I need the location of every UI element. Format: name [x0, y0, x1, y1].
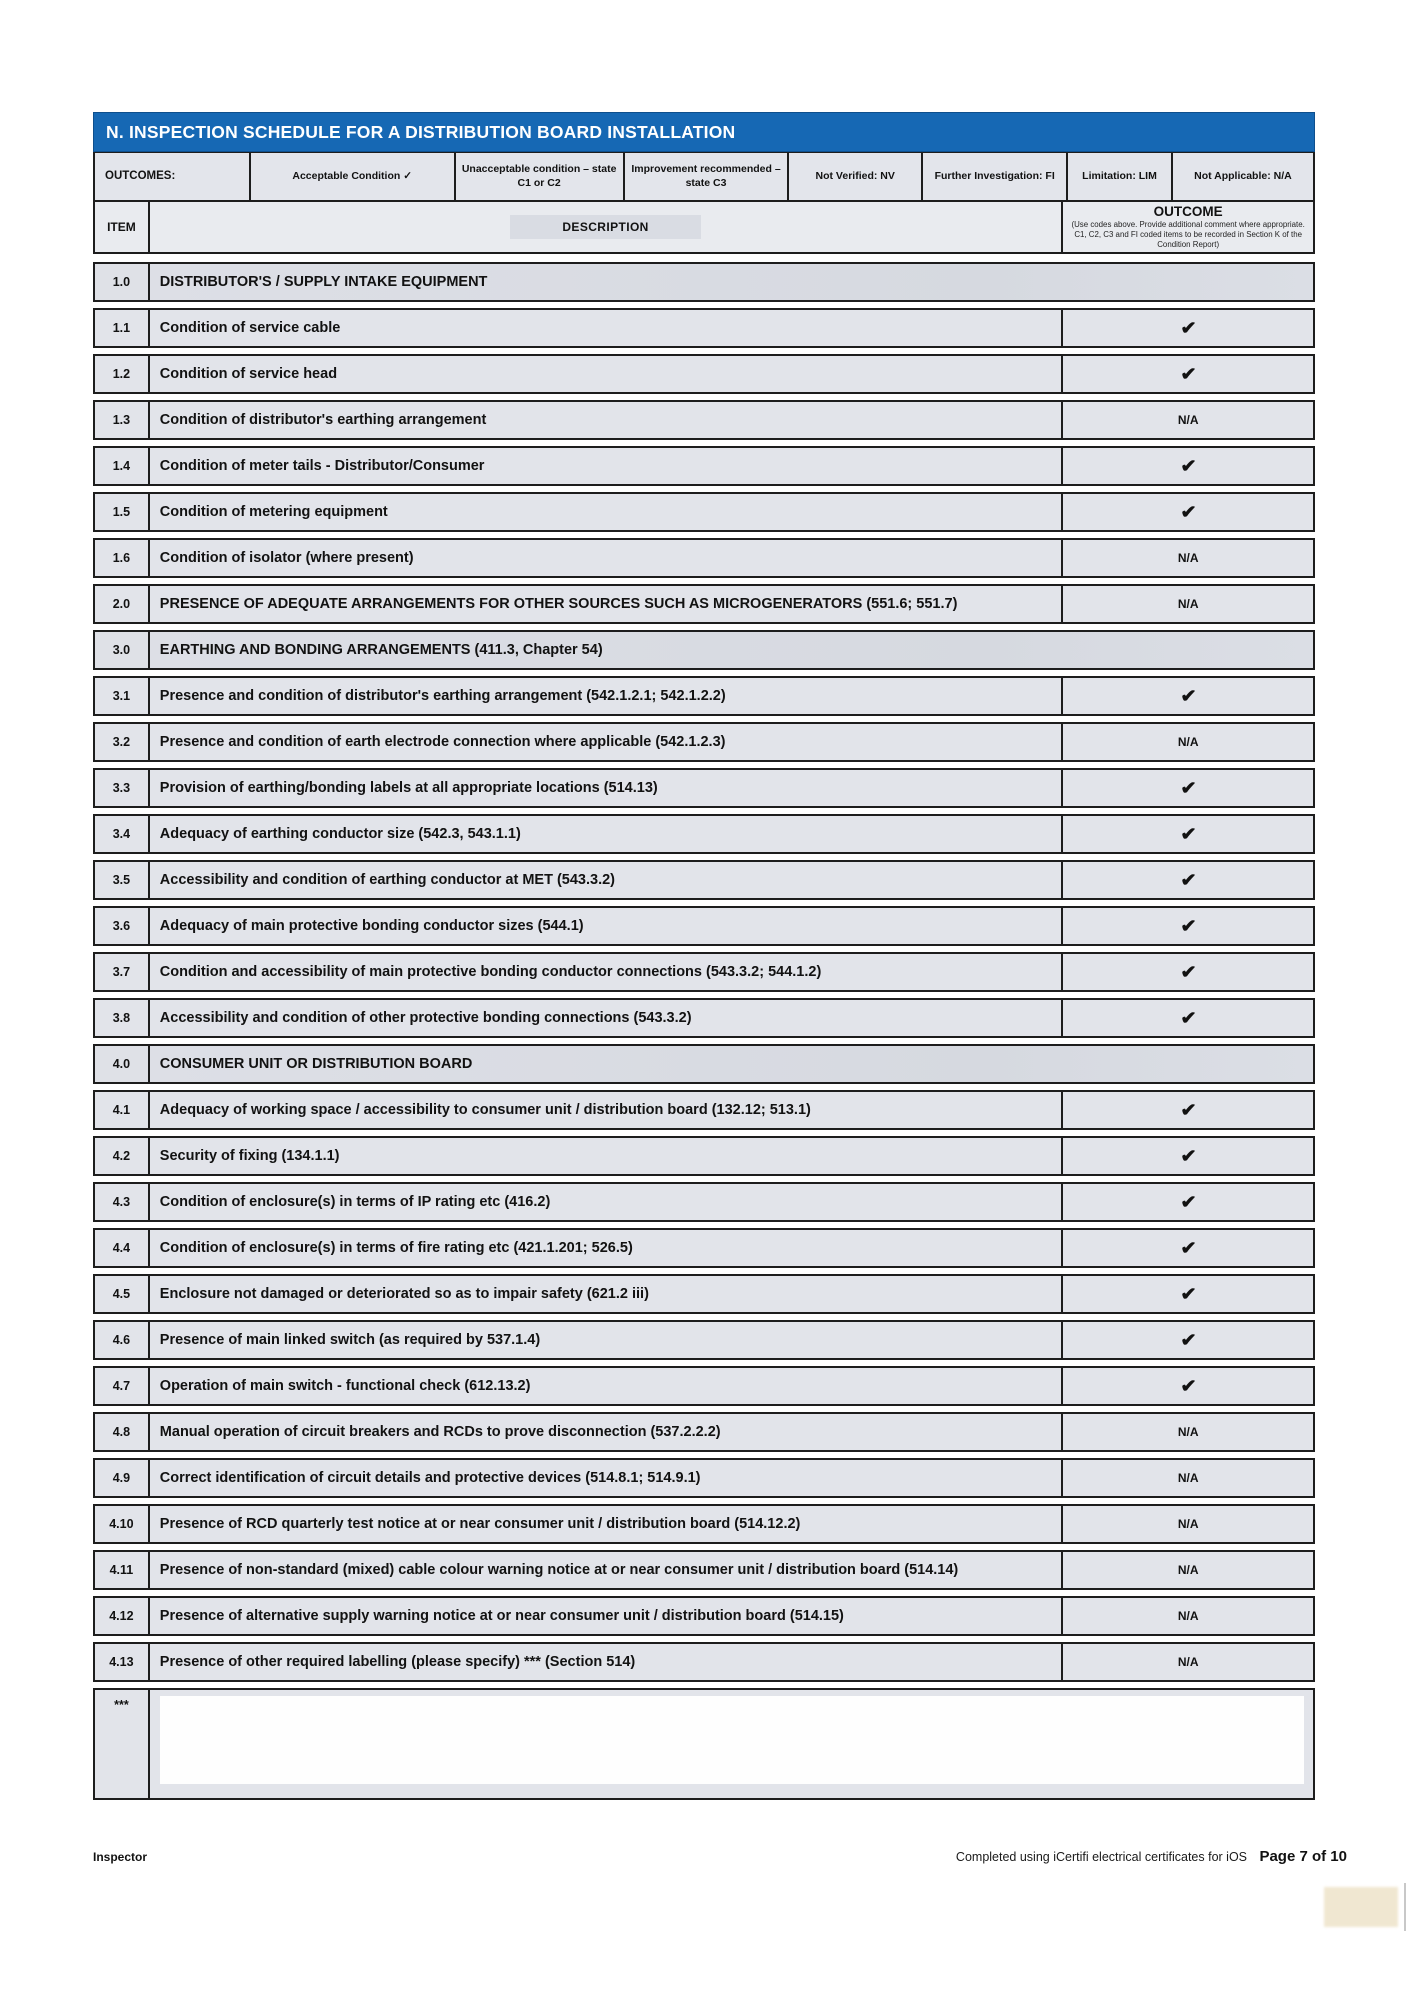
- row-item-number: 1.3: [95, 402, 150, 438]
- row-description: Manual operation of circuit breakers and RCDs to prove disconnection (537.2.2.2): [150, 1414, 1064, 1450]
- checkmark-icon: ✔: [1180, 1237, 1197, 1258]
- row-item-number: 4.9: [95, 1460, 150, 1496]
- table-row: [93, 1182, 1315, 1222]
- row-item-number: 1.1: [95, 310, 150, 346]
- row-outcome: [1063, 816, 1313, 852]
- table-row: [93, 722, 1315, 762]
- table-row: [93, 1228, 1315, 1268]
- row-item-number: 4.12: [95, 1598, 150, 1634]
- row-item-number: 3.2: [95, 724, 150, 760]
- checkmark-icon: ✔: [1180, 363, 1197, 384]
- row-description: Presence of alternative supply warning notice at or near consumer unit / distribution board (514.15): [150, 1598, 1064, 1634]
- table-row: [93, 1642, 1315, 1682]
- row-outcome: [1063, 908, 1313, 944]
- row-item-number: 4.13: [95, 1644, 150, 1680]
- row-description: EARTHING AND BONDING ARRANGEMENTS (411.3, Chapter 54): [150, 632, 1313, 668]
- row-description: Condition of isolator (where present): [150, 540, 1064, 576]
- inspection-rows: [93, 262, 1315, 1800]
- row-item-number: 3.3: [95, 770, 150, 806]
- checkmark-icon: ✔: [1180, 869, 1197, 890]
- column-header-description: [150, 202, 1064, 252]
- table-row: [93, 998, 1315, 1038]
- row-outcome: N/A: [1177, 551, 1199, 565]
- row-outcome: N/A: [1177, 735, 1199, 749]
- row-outcome: N/A: [1177, 1563, 1199, 1577]
- row-description: Accessibility and condition of earthing conductor at MET (543.3.2): [150, 862, 1064, 898]
- legend-unacceptable: Unacceptable condition – state C1 or C2: [456, 153, 625, 200]
- row-outcome: [1063, 1230, 1313, 1266]
- row-description: Adequacy of earthing conductor size (542.3, 543.1.1): [150, 816, 1064, 852]
- row-description: Condition of service head: [150, 356, 1064, 392]
- row-outcome: [1063, 1092, 1313, 1128]
- row-item-number: 4.3: [95, 1184, 150, 1220]
- table-row: [93, 1458, 1315, 1498]
- row-outcome: [1063, 954, 1313, 990]
- notes-blank-field: [160, 1696, 1304, 1784]
- checkmark-icon: ✔: [1180, 823, 1197, 844]
- row-outcome: [1063, 770, 1313, 806]
- checkmark-icon: ✔: [1180, 1283, 1197, 1304]
- table-row: [93, 1320, 1315, 1360]
- table-row: [93, 952, 1315, 992]
- row-item-number: 3.4: [95, 816, 150, 852]
- checkmark-icon: ✔: [1180, 961, 1197, 982]
- table-row: [93, 860, 1315, 900]
- row-item-number: 3.7: [95, 954, 150, 990]
- table-row: [93, 1090, 1315, 1130]
- scan-smudge-artifact: [1324, 1887, 1398, 1927]
- table-row: [93, 1412, 1315, 1452]
- row-outcome: [1063, 448, 1313, 484]
- row-description: Condition of meter tails - Distributor/Consumer: [150, 448, 1064, 484]
- row-item-number: 1.4: [95, 448, 150, 484]
- row-item-number: ***: [95, 1690, 150, 1798]
- row-description: Condition of service cable: [150, 310, 1064, 346]
- row-item-number: 3.0: [95, 632, 150, 668]
- row-outcome: N/A: [1177, 413, 1199, 427]
- inspection-schedule-form: [93, 112, 1315, 1806]
- table-row: [93, 1504, 1315, 1544]
- table-row: [93, 814, 1315, 854]
- row-description: Condition and accessibility of main protective bonding conductor connections (543.3.2; 544.1.2): [150, 954, 1064, 990]
- table-row: [93, 768, 1315, 808]
- notes-row: [93, 1688, 1315, 1800]
- section-header-row: [93, 1044, 1315, 1084]
- row-description: Provision of earthing/bonding labels at all appropriate locations (514.13): [150, 770, 1064, 806]
- row-description: Security of fixing (134.1.1): [150, 1138, 1064, 1174]
- row-item-number: 4.8: [95, 1414, 150, 1450]
- description-header-label: DESCRIPTION: [510, 215, 700, 239]
- table-row: [93, 308, 1315, 348]
- row-outcome: [1063, 356, 1313, 392]
- row-outcome: [1063, 678, 1313, 714]
- row-description: Accessibility and condition of other protective bonding connections (543.3.2): [150, 1000, 1064, 1036]
- checkmark-icon: ✔: [1180, 1099, 1197, 1120]
- checkmark-icon: ✔: [1180, 1329, 1197, 1350]
- row-description: PRESENCE OF ADEQUATE ARRANGEMENTS FOR OTHER SOURCES SUCH AS MICROGENERATORS (551.6; 551.7): [150, 586, 1064, 622]
- row-item-number: 4.5: [95, 1276, 150, 1312]
- scan-edge-line-artifact: [1404, 1883, 1406, 1931]
- row-outcome: [1063, 862, 1313, 898]
- checkmark-icon: ✔: [1180, 685, 1197, 706]
- table-row: [93, 676, 1315, 716]
- table-row: [93, 400, 1315, 440]
- table-row: [93, 584, 1315, 624]
- footer-right: [956, 1848, 1347, 1866]
- row-description: Presence of main linked switch (as required by 537.1.4): [150, 1322, 1064, 1358]
- table-row: [93, 354, 1315, 394]
- table-row: [93, 1366, 1315, 1406]
- table-row: [93, 492, 1315, 532]
- checkmark-icon: ✔: [1180, 1007, 1197, 1028]
- row-outcome: [1063, 310, 1313, 346]
- outcome-header-note: (Use codes above. Provide additional comment where appropriate. C1, C2, C3 and FI coded items to be recorded in Section K of the Condition Report): [1071, 219, 1305, 250]
- row-item-number: 4.2: [95, 1138, 150, 1174]
- row-description: Condition of enclosure(s) in terms of IP rating etc (416.2): [150, 1184, 1064, 1220]
- table-row: [93, 1550, 1315, 1590]
- row-item-number: 3.5: [95, 862, 150, 898]
- checkmark-icon: ✔: [1180, 501, 1197, 522]
- outcomes-label: OUTCOMES:: [95, 153, 251, 200]
- inspector-label: Inspector: [93, 1850, 148, 1864]
- row-outcome: [1063, 494, 1313, 530]
- row-item-number: 3.6: [95, 908, 150, 944]
- row-description: Condition of distributor's earthing arrangement: [150, 402, 1064, 438]
- row-item-number: 4.7: [95, 1368, 150, 1404]
- legend-improvement: Improvement recommended – state C3: [625, 153, 789, 200]
- row-outcome: [1063, 1276, 1313, 1312]
- row-outcome: N/A: [1177, 597, 1199, 611]
- row-description: Enclosure not damaged or deteriorated so as to impair safety (621.2 iii): [150, 1276, 1064, 1312]
- row-item-number: 1.5: [95, 494, 150, 530]
- row-outcome: N/A: [1177, 1471, 1199, 1485]
- row-item-number: 4.1: [95, 1092, 150, 1128]
- row-item-number: 4.6: [95, 1322, 150, 1358]
- row-description: Presence of non-standard (mixed) cable colour warning notice at or near consumer unit / distribution board (514.14): [150, 1552, 1064, 1588]
- section-title: N. INSPECTION SCHEDULE FOR A DISTRIBUTION BOARD INSTALLATION: [106, 121, 736, 142]
- row-item-number: 4.11: [95, 1552, 150, 1588]
- checkmark-icon: ✔: [1180, 777, 1197, 798]
- row-description: CONSUMER UNIT OR DISTRIBUTION BOARD: [150, 1046, 1313, 1082]
- row-item-number: 1.0: [95, 264, 150, 300]
- row-outcome: [1063, 1322, 1313, 1358]
- row-description: Presence and condition of earth electrode connection where applicable (542.1.2.3): [150, 724, 1064, 760]
- legend-further-investigation: Further Investigation: FI: [923, 153, 1068, 200]
- row-item-number: 4.4: [95, 1230, 150, 1266]
- legend-acceptable: Acceptable Condition ✓: [251, 153, 456, 200]
- table-row: [93, 1274, 1315, 1314]
- legend-not-applicable: Not Applicable: N/A: [1173, 153, 1313, 200]
- section-header-row: [93, 262, 1315, 302]
- row-description: Adequacy of working space / accessibility to consumer unit / distribution board (132.12; 513.1): [150, 1092, 1064, 1128]
- row-description: Adequacy of main protective bonding conductor sizes (544.1): [150, 908, 1064, 944]
- checkmark-icon: ✔: [1180, 1191, 1197, 1212]
- row-item-number: 3.8: [95, 1000, 150, 1036]
- outcome-header-label: OUTCOME: [1153, 203, 1223, 219]
- checkmark-icon: ✔: [1180, 455, 1197, 476]
- page-footer: [93, 1848, 1347, 1866]
- row-item-number: 2.0: [95, 586, 150, 622]
- outcomes-legend: [93, 152, 1315, 202]
- row-outcome: [1063, 1000, 1313, 1036]
- table-row: [93, 538, 1315, 578]
- row-item-number: 1.6: [95, 540, 150, 576]
- checkmark-icon: ✔: [1180, 915, 1197, 936]
- row-description: Condition of metering equipment: [150, 494, 1064, 530]
- row-item-number: 4.0: [95, 1046, 150, 1082]
- notes-description-area: [150, 1690, 1313, 1798]
- row-description: DISTRIBUTOR'S / SUPPLY INTAKE EQUIPMENT: [150, 264, 1313, 300]
- row-description: Presence and condition of distributor's earthing arrangement (542.1.2.1; 542.1.2.2): [150, 678, 1064, 714]
- row-outcome: [1063, 1184, 1313, 1220]
- checkmark-icon: ✔: [1180, 1145, 1197, 1166]
- row-item-number: 3.1: [95, 678, 150, 714]
- checkmark-icon: ✔: [1180, 1375, 1197, 1396]
- page-number: Page 7 of 10: [1259, 1848, 1347, 1865]
- column-header-outcome: [1063, 202, 1313, 252]
- row-outcome: N/A: [1177, 1425, 1199, 1439]
- section-title-bar: [93, 112, 1315, 152]
- legend-not-verified: Not Verified: NV: [789, 153, 923, 200]
- row-outcome: [1063, 1138, 1313, 1174]
- legend-limitation: Limitation: LIM: [1068, 153, 1173, 200]
- row-outcome: N/A: [1177, 1655, 1199, 1669]
- row-description: Operation of main switch - functional check (612.13.2): [150, 1368, 1064, 1404]
- row-outcome: [1063, 1368, 1313, 1404]
- row-description: Condition of enclosure(s) in terms of fire rating etc (421.1.201; 526.5): [150, 1230, 1064, 1266]
- row-outcome: N/A: [1177, 1517, 1199, 1531]
- row-description: Presence of other required labelling (please specify) *** (Section 514): [150, 1644, 1064, 1680]
- table-header-row: [93, 202, 1315, 254]
- table-row: [93, 1136, 1315, 1176]
- table-row: [93, 906, 1315, 946]
- checkmark-icon: ✔: [1180, 317, 1197, 338]
- table-row: [93, 446, 1315, 486]
- row-item-number: 1.2: [95, 356, 150, 392]
- column-header-item: ITEM: [95, 202, 150, 252]
- made-with-text: Completed using iCertifi electrical certificates for iOS: [955, 1850, 1247, 1864]
- table-row: [93, 1596, 1315, 1636]
- row-description: Correct identification of circuit details and protective devices (514.8.1; 514.9.1): [150, 1460, 1064, 1496]
- row-item-number: 4.10: [95, 1506, 150, 1542]
- section-header-row: [93, 630, 1315, 670]
- row-description: Presence of RCD quarterly test notice at or near consumer unit / distribution board (514.12.2): [150, 1506, 1064, 1542]
- row-outcome: N/A: [1177, 1609, 1199, 1623]
